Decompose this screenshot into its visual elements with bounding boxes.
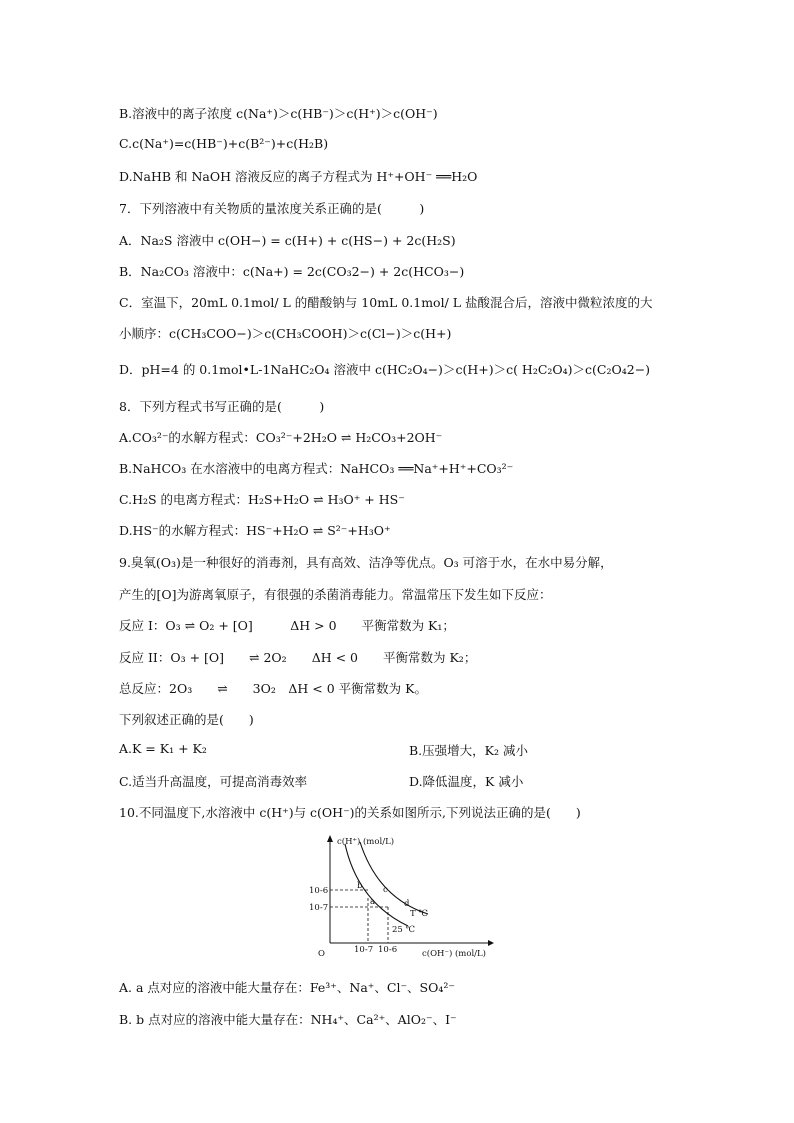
x-axis-label: c(OH⁻) (mol/L)	[422, 949, 486, 959]
reaction-2: 反应 II：O₃ + [O] ⇌ 2O₂ ΔH < 0 平衡常数为 K₂；	[119, 650, 477, 665]
option-B-q6: B.溶液中的离子浓度 c(Na⁺)＞c(HB⁻)＞c(H⁺)＞c(OH⁻)	[119, 106, 438, 121]
option-B-q9: B.压强增大，K₂ 减小	[409, 743, 528, 758]
option-D-q9: D.降低温度，K 减小	[409, 774, 524, 789]
option-A-q8: A.CO₃²⁻的水解方程式：CO₃²⁻+2H₂O ⇌ H₂CO₃+2OH⁻	[119, 430, 443, 445]
y-tick-1e-7: 10-7	[309, 903, 329, 913]
reaction-1: 反应 I：O₃ ⇌ O₂ + [O] ΔH > 0 平衡常数为 K₁；	[119, 618, 455, 633]
curve-25-label: 25 ℃	[392, 925, 416, 935]
point-a-label: a	[370, 897, 376, 907]
point-c-label: c	[383, 885, 388, 895]
option-C-q7-line1: C．室温下，20mL 0.1mol/ L 的醋酸钠与 10mL 0.1mol/ L 盐酸混合后，溶液中微粒浓度的大	[119, 295, 653, 310]
option-C-q9: C.适当升高温度，可提高消毒效率	[119, 774, 308, 789]
water-ionization-graph	[300, 830, 500, 962]
point-d-label: d	[404, 899, 410, 909]
option-B-q10: B. b 点对应的溶液中能大量存在：NH₄⁺、Ca²⁺、AlO₂⁻、I⁻	[119, 1012, 457, 1027]
point-b-label: b	[357, 881, 363, 891]
question-9-line2: 产生的[O]为游离氧原子，有很强的杀菌消毒能力。常温常压下发生如下反应：	[119, 587, 552, 602]
question-7: 7．下列溶液中有关物质的量浓度关系正确的是( )	[119, 201, 425, 216]
option-A-q10: A. a 点对应的溶液中能大量存在：Fe³⁺、Na⁺、Cl⁻、SO₄²⁻	[119, 980, 455, 995]
y-axis-label: c(H⁺) (mol/L)	[337, 837, 395, 847]
reaction-total: 总反应：2O₃ ⇌ 3O₂ ΔH < 0 平衡常数为 K。	[119, 681, 427, 696]
x-tick-1e-7: 10-7	[354, 945, 374, 955]
option-D-q8: D.HS⁻的水解方程式：HS⁻+H₂O ⇌ S²⁻+H₃O⁺	[119, 523, 391, 538]
curve-25C	[345, 844, 408, 926]
option-C-q6: C.c(Na⁺)=c(HB⁻)+c(B²⁻)+c(H₂B)	[119, 136, 329, 151]
y-axis-arrow	[327, 835, 333, 842]
y-tick-1e-6: 10-6	[309, 886, 329, 896]
option-C-q8: C.H₂S 的电离方程式：H₂S+H₂O ⇌ H₃O⁺ + HS⁻	[119, 492, 405, 507]
option-C-q7-line2: 小顺序：c(CH₃COO−)＞c(CH₃COOH)＞c(Cl−)＞c(H+)	[119, 326, 452, 341]
option-B-q8: B.NaHCO₃ 在水溶液中的电离方程式：NaHCO₃ ══Na⁺+H⁺+CO₃²⁻	[119, 461, 514, 476]
x-axis-arrow	[488, 940, 494, 946]
question-9-line1: 9.臭氧(O₃)是一种很好的消毒剂，具有高效、洁净等优点。O₃ 可溶于水，在水中易分解，	[119, 555, 613, 570]
question-8: 8．下列方程式书写正确的是( )	[119, 399, 325, 414]
option-A-q7: A．Na₂S 溶液中 c(OH−) = c(H+) + c(HS−) + 2c(H₂S)	[119, 233, 456, 248]
question-10: 10.不同温度下,水溶液中 c(H⁺)与 c(OH⁻)的关系如图所示,下列说法正确的是( )	[119, 805, 581, 820]
option-D-q7: D．pH=4 的 0.1mol•L-1NaHC₂O₄ 溶液中 c(HC₂O₄−)＞c(H+)＞c( H₂C₂O₄)＞c(C₂O₄2−)	[119, 362, 651, 377]
origin-label: O	[318, 949, 325, 959]
option-A-q9: A.K = K₁ + K₂	[119, 741, 207, 756]
curve-T-label: T ℃	[410, 909, 428, 919]
option-B-q7: B．Na₂CO₃ 溶液中：c(Na+) = 2c(CO₃2−) + 2c(HCO₃−)	[119, 264, 465, 279]
option-D-q6: D.NaHB 和 NaOH 溶液反应的离子方程式为 H⁺+OH⁻ ══H₂O	[119, 169, 478, 184]
question-9-ask: 下列叙述正确的是( )	[119, 712, 254, 727]
x-tick-1e-6: 10-6	[378, 945, 398, 955]
